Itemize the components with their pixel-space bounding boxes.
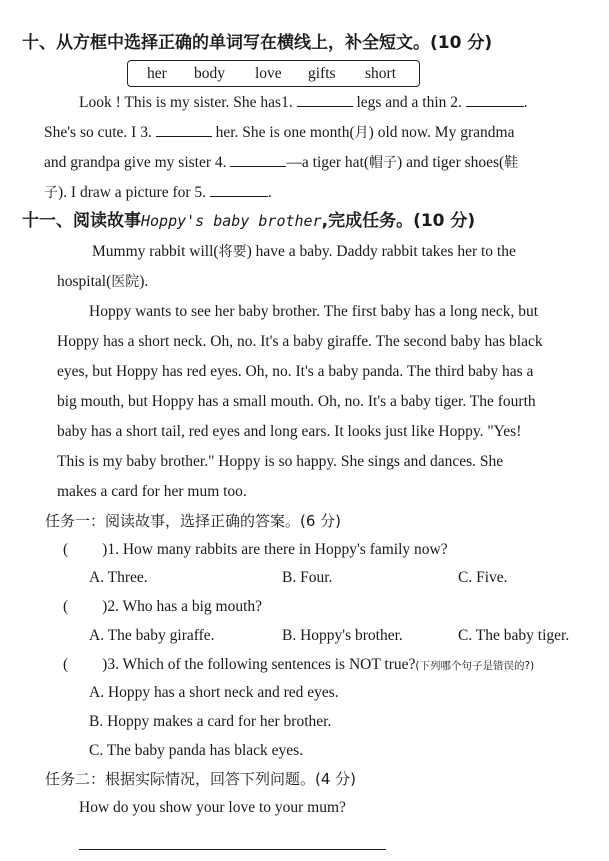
question-3 [63, 655, 534, 676]
blank-2[interactable] [466, 92, 524, 107]
passage-text: legs and a thin 2. [356, 94, 462, 111]
section-11-heading [22, 211, 475, 231]
passage-text: ). I draw a picture for 5. [58, 184, 207, 201]
passage-cjk: 月 [354, 125, 369, 141]
option-c[interactable]: C. The baby panda has black eyes. [89, 742, 304, 759]
passage-cjk: 子 [44, 185, 58, 201]
option-a[interactable]: A. Hoppy has a short neck and red eyes. [89, 684, 339, 701]
option-b[interactable]: B. Hoppy makes a card for her brother. [89, 713, 332, 730]
answer-paren[interactable]: ( [63, 598, 69, 615]
story-line: big mouth, but Hoppy has a small mouth. Oh, no. It's a baby tiger. The fourth [57, 393, 536, 410]
question-note: (下列哪个句子是错误的?) [415, 660, 535, 672]
story-line: baby has a short tail, red eyes and long ears. It looks just like Hoppy. "Yes! [57, 423, 522, 440]
story-title: Hoppy's baby brother [141, 212, 322, 230]
blank-5[interactable] [210, 182, 268, 197]
story-line: makes a card for her mum too. [57, 483, 247, 500]
task-1-heading: 任务一：阅读故事，选择正确的答案。(6 分) [45, 512, 342, 530]
heading-prefix: 十一、阅读故事 [22, 211, 141, 231]
passage-text: —a tiger hat( [286, 154, 370, 171]
word-option: body [194, 65, 225, 82]
answer-paren[interactable]: ( [63, 541, 69, 558]
blank-1[interactable] [297, 92, 353, 107]
story-cjk: 将要 [218, 244, 247, 260]
passage-cjk: 鞋 [504, 155, 519, 171]
question-1 [63, 540, 448, 560]
story-line [57, 272, 148, 292]
passage-text: ) old now. My grandma [368, 124, 515, 141]
option-a[interactable]: A. Three. [89, 569, 148, 586]
question-text: )3. Which of the following sentences is NOT true? [102, 656, 416, 673]
passage-line [44, 122, 514, 143]
heading-suffix: ,完成任务。(10 分) [321, 211, 476, 231]
option-c[interactable]: C. Five. [458, 569, 508, 586]
question-text: )1. How many rabbits are there in Hoppy's family now? [102, 541, 448, 558]
story-text: ). [139, 273, 149, 290]
passage-text: ) and tiger shoes( [397, 154, 505, 171]
story-cjk: 医院 [111, 274, 140, 290]
story-line: Hoppy has a short neck. Oh, no. It's a baby giraffe. The second baby has black [57, 333, 543, 350]
option-a[interactable]: A. The baby giraffe. [89, 627, 215, 644]
option-c[interactable]: C. The baby tiger. [458, 627, 570, 644]
passage-cjk: 帽子 [369, 155, 398, 171]
passage-text: her. She is one month( [215, 124, 355, 141]
passage-text: . [267, 184, 272, 201]
word-option: gifts [308, 65, 336, 82]
passage-line [44, 182, 272, 203]
option-b[interactable]: B. Four. [282, 569, 333, 586]
blank-4[interactable] [230, 152, 286, 167]
word-option: her [147, 65, 167, 82]
story-line [92, 242, 516, 262]
story-line: eyes, but Hoppy has red eyes. Oh, no. It's a baby panda. The third baby has a [57, 363, 534, 380]
blank-3[interactable] [156, 122, 212, 137]
word-box [127, 60, 420, 87]
question-text: )2. Who has a big mouth? [102, 598, 263, 615]
answer-paren[interactable]: ( [63, 656, 69, 673]
passage-text: Look ! This is my sister. She has1. [79, 94, 293, 111]
question-2 [63, 597, 262, 617]
task-2-heading: 任务二：根据实际情况，回答下列问题。(4 分) [45, 770, 357, 788]
story-text: Mummy rabbit will( [92, 243, 219, 260]
story-line: Hoppy wants to see her baby brother. The first baby has a long neck, but [89, 303, 539, 320]
section-10-heading: 十、从方框中选择正确的单词写在横线上，补全短文。(10 分) [22, 33, 493, 53]
option-b[interactable]: B. Hoppy's brother. [282, 627, 403, 644]
answer-line[interactable] [79, 849, 386, 850]
story-text: hospital( [57, 273, 112, 290]
story-text: ) have a baby. Daddy rabbit takes her to the [246, 243, 516, 260]
passage-text: . [523, 94, 528, 111]
passage-line [79, 92, 528, 113]
word-option: short [365, 65, 396, 82]
passage-line [44, 152, 518, 173]
task-2-question: How do you show your love to your mum? [79, 799, 346, 816]
story-line: This is my baby brother." Hoppy is so happy. She sings and dances. She [57, 453, 504, 470]
word-option: love [255, 65, 282, 82]
passage-text: and grandpa give my sister 4. [44, 154, 227, 171]
passage-text: She's so cute. I 3. [44, 124, 152, 141]
